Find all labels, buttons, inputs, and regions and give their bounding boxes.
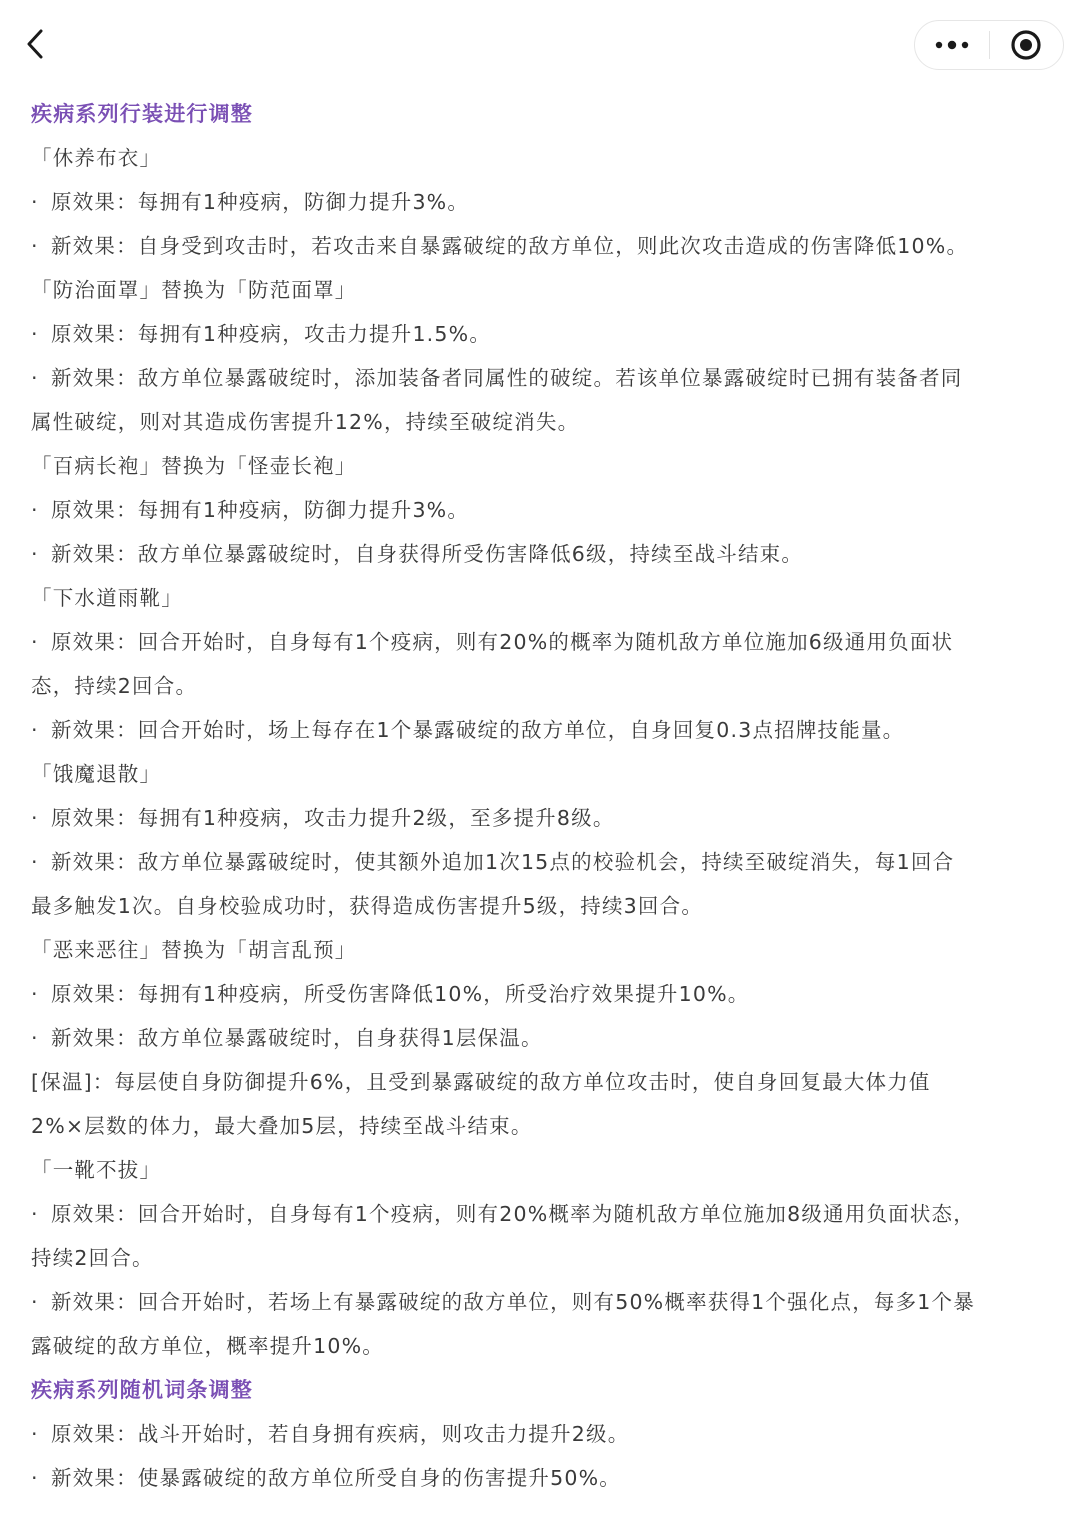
close-button[interactable] (990, 21, 1064, 69)
effect-continuation: 2%×层数的体力，最大叠加5层，持续至战斗结束。 (31, 1114, 533, 1138)
item-heading: 「休养布衣」 (31, 146, 162, 170)
bullet-dot: · (31, 498, 39, 522)
target-close-icon (1010, 29, 1042, 61)
bullet-dot: · (31, 542, 39, 566)
bullet-dot: · (31, 1422, 39, 1446)
bullet-text: 新效果：敌方单位暴露破绽时，自身获得1层保温。 (51, 1026, 543, 1050)
more-button[interactable] (915, 21, 989, 69)
bullet-dot: · (31, 1290, 39, 1314)
effect-bullet (31, 1412, 1061, 1456)
bullet-dot: · (31, 718, 39, 742)
bullet-text: 原效果：每拥有1种疫病，防御力提升3%。 (51, 498, 470, 522)
effect-bullet (31, 180, 1061, 224)
bullet-dot: · (31, 1026, 39, 1050)
effect-continuation: 露破绽的敌方单位，概率提升10%。 (31, 1334, 384, 1358)
bullet-text: 新效果：使暴露破绽的敌方单位所受自身的伤害提升50%。 (51, 1466, 621, 1490)
bullet-dot: · (31, 630, 39, 654)
bullet-text: 新效果：自身受到攻击时，若攻击来自暴露破绽的敌方单位，则此次攻击造成的伤害降低10%。 (51, 234, 969, 258)
effect-bullet (31, 620, 1061, 664)
bullet-text: 原效果：每拥有1种疫病，攻击力提升2级，至多提升8级。 (51, 806, 615, 830)
bullet-text: 原效果：每拥有1种疫病，防御力提升3%。 (51, 190, 470, 214)
effect-bullet (31, 840, 1061, 884)
bullet-text: 新效果：回合开始时，若场上有暴露破绽的敌方单位，则有50%概率获得1个强化点，每多1个暴 (51, 1290, 975, 1314)
article-content (31, 92, 1061, 1500)
effect-continuation: 持续2回合。 (31, 1246, 154, 1270)
effect-bullet (31, 1192, 1061, 1236)
effect-bullet (31, 224, 1061, 268)
more-dots-icon (934, 40, 970, 50)
bullet-text: 原效果：回合开始时，自身每有1个疫病，则有20%的概率为随机敌方单位施加6级通用负面状 (51, 630, 954, 654)
effect-bullet (31, 972, 1061, 1016)
bullet-dot: · (31, 1466, 39, 1490)
top-navigation-bar (0, 0, 1080, 90)
chevron-left-icon (24, 27, 46, 61)
effect-bullet (31, 796, 1061, 840)
bullet-text: 新效果：敌方单位暴露破绽时，添加装备者同属性的破绽。若该单位暴露破绽时已拥有装备者同 (51, 366, 963, 390)
bullet-text: 新效果：敌方单位暴露破绽时，自身获得所受伤害降低6级，持续至战斗结束。 (51, 542, 804, 566)
bullet-dot: · (31, 234, 39, 258)
effect-continuation: 态，持续2回合。 (31, 674, 198, 698)
section-title: 疾病系列行装进行调整 (31, 102, 253, 126)
effect-bullet (31, 356, 1061, 400)
bullet-dot: · (31, 322, 39, 346)
bullet-dot: · (31, 850, 39, 874)
back-button[interactable] (18, 22, 52, 66)
effect-bullet (31, 532, 1061, 576)
bullet-dot: · (31, 1202, 39, 1226)
bullet-dot: · (31, 366, 39, 390)
item-heading: 「下水道雨靴」 (31, 586, 183, 610)
mini-program-capsule (914, 20, 1064, 70)
item-heading: 「恶来恶往」替换为「胡言乱预」 (31, 938, 357, 962)
bullet-dot: · (31, 806, 39, 830)
item-heading: 「防治面罩」替换为「防范面罩」 (31, 278, 357, 302)
bullet-dot: · (31, 982, 39, 1006)
bullet-text: 原效果：战斗开始时，若自身拥有疾病，则攻击力提升2级。 (51, 1422, 630, 1446)
item-heading: [保温]：每层使自身防御提升6%，且受到暴露破绽的敌方单位攻击时，使自身回复最大体力值 (31, 1070, 931, 1094)
effect-bullet (31, 708, 1061, 752)
item-heading: 「一靴不拔」 (31, 1158, 162, 1182)
effect-bullet (31, 1456, 1061, 1500)
bullet-dot: · (31, 190, 39, 214)
item-heading: 「饿魔退散」 (31, 762, 162, 786)
effect-bullet (31, 1016, 1061, 1060)
bullet-text: 新效果：敌方单位暴露破绽时，使其额外追加1次15点的校验机会，持续至破绽消失，每1回合 (51, 850, 955, 874)
effect-bullet (31, 488, 1061, 532)
effect-continuation: 最多触发1次。自身校验成功时，获得造成伤害提升5级，持续3回合。 (31, 894, 704, 918)
bullet-text: 原效果：每拥有1种疫病，攻击力提升1.5%。 (51, 322, 492, 346)
item-heading: 「百病长袍」替换为「怪壶长袍」 (31, 454, 357, 478)
bullet-text: 原效果：回合开始时，自身每有1个疫病，则有20%概率为随机敌方单位施加8级通用负面状态， (51, 1202, 975, 1226)
bullet-text: 新效果：回合开始时，场上每存在1个暴露破绽的敌方单位，自身回复0.3点招牌技能量。 (51, 718, 905, 742)
section-title: 疾病系列随机词条调整 (31, 1378, 253, 1402)
effect-bullet (31, 1280, 1061, 1324)
bullet-text: 原效果：每拥有1种疫病，所受伤害降低10%，所受治疗效果提升10%。 (51, 982, 750, 1006)
effect-bullet (31, 312, 1061, 356)
effect-continuation: 属性破绽，则对其造成伤害提升12%，持续至破绽消失。 (31, 410, 580, 434)
